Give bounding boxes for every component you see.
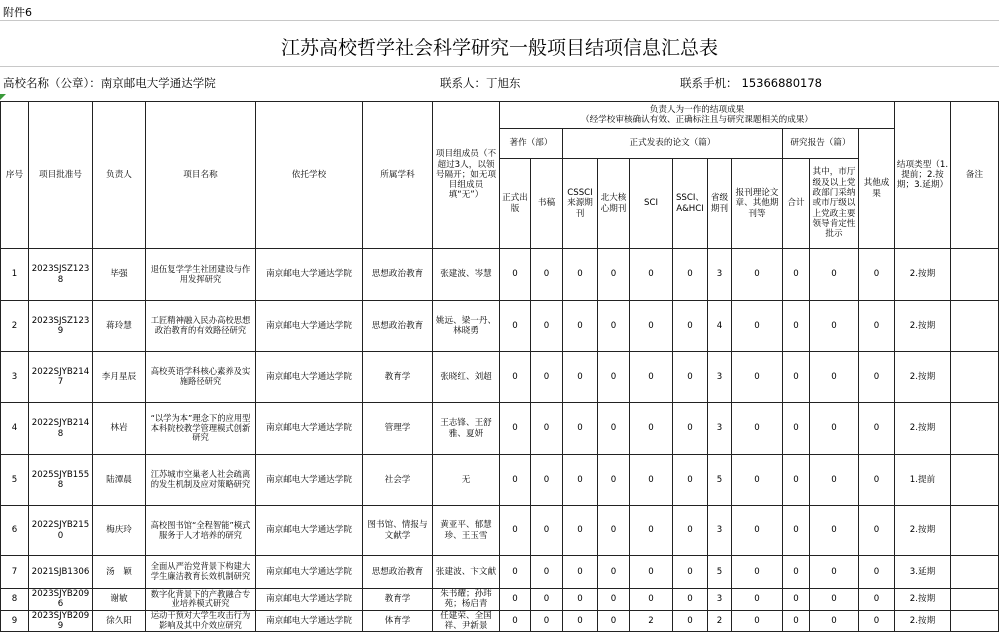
cell-published: 0 xyxy=(500,352,531,403)
header-total: 合计 xyxy=(783,159,810,249)
school-name: 南京邮电大学通达学院 xyxy=(100,76,216,90)
cell-adopted: 0 xyxy=(810,249,859,301)
cell-report-total: 0 xyxy=(783,249,810,301)
cell-project-name: 全面从严治党背景下构建大学生廉洁教育长效机制研究 xyxy=(146,556,256,589)
header-sci: SCI xyxy=(630,159,673,249)
header-manuscript: 书稿 xyxy=(531,159,563,249)
cell-members: 黄亚平、郁慧珍、王玉雪 xyxy=(433,506,500,556)
cell-ssci: 0 xyxy=(673,301,708,352)
header-provincial: 省级期刊 xyxy=(708,159,732,249)
cell-adopted: 0 xyxy=(810,556,859,589)
cell-members: 张建波、卞文献 xyxy=(433,556,500,589)
cell-members: 无 xyxy=(433,455,500,506)
cell-school: 南京邮电大学通达学院 xyxy=(256,352,363,403)
cell-type: 1.提前 xyxy=(895,455,951,506)
cell-members: 张晓红、刘超 xyxy=(433,352,500,403)
cell-manuscript: 0 xyxy=(531,556,563,589)
cell-sci: 0 xyxy=(630,249,673,301)
cell-discipline: 思想政治教育 xyxy=(363,249,433,301)
cell-leader: 梅庆玲 xyxy=(93,506,146,556)
cell-type: 2.按期 xyxy=(895,352,951,403)
cell-type: 2.按期 xyxy=(895,506,951,556)
cell-discipline: 思想政治教育 xyxy=(363,556,433,589)
cell-approval-no: 2022SJYB2147 xyxy=(29,352,93,403)
cell-provincial: 3 xyxy=(708,589,732,611)
cell-adopted: 0 xyxy=(810,403,859,455)
cell-project-name: 高校英语学科核心素养及实施路径研究 xyxy=(146,352,256,403)
cell-newspaper: 0 xyxy=(732,589,783,611)
cell-newspaper: 0 xyxy=(732,556,783,589)
header-discipline: 所属学科 xyxy=(363,102,433,249)
cell-report-total: 0 xyxy=(783,589,810,611)
cell-newspaper: 0 xyxy=(732,610,783,632)
cell-other: 0 xyxy=(859,589,895,611)
cell-sci: 0 xyxy=(630,455,673,506)
cell-seq: 5 xyxy=(1,455,29,506)
cell-published: 0 xyxy=(500,301,531,352)
cell-remark xyxy=(951,506,999,556)
cell-discipline: 图书馆、情报与文献学 xyxy=(363,506,433,556)
cell-remark xyxy=(951,589,999,611)
phone-number: 15366880178 xyxy=(741,76,822,90)
header-ssci: SSCI、A&HCI xyxy=(673,159,708,249)
school-info xyxy=(3,75,216,91)
cell-project-name: 工匠精神融入民办高校思想政治教育的有效路径研究 xyxy=(146,301,256,352)
cell-cssci: 0 xyxy=(563,301,598,352)
cell-published: 0 xyxy=(500,610,531,632)
cell-seq: 8 xyxy=(1,589,29,611)
cell-cssci: 0 xyxy=(563,610,598,632)
contact-name: 丁旭东 xyxy=(486,76,521,90)
cell-leader: 毕强 xyxy=(93,249,146,301)
cell-report-total: 0 xyxy=(783,556,810,589)
cell-newspaper: 0 xyxy=(732,455,783,506)
cell-other: 0 xyxy=(859,556,895,589)
cell-manuscript: 0 xyxy=(531,403,563,455)
cell-ssci: 0 xyxy=(673,556,708,589)
table-row xyxy=(1,589,999,611)
cell-seq: 3 xyxy=(1,352,29,403)
cell-sci: 0 xyxy=(630,403,673,455)
cell-approval-no: 2023SJYB2099 xyxy=(29,610,93,632)
cell-pku: 0 xyxy=(598,506,630,556)
cell-sci: 0 xyxy=(630,352,673,403)
cell-sci: 0 xyxy=(630,589,673,611)
cell-leader: 李月星辰 xyxy=(93,352,146,403)
cell-pku: 0 xyxy=(598,301,630,352)
cell-cssci: 0 xyxy=(563,403,598,455)
cell-published: 0 xyxy=(500,556,531,589)
cell-remark xyxy=(951,455,999,506)
cell-provincial: 3 xyxy=(708,352,732,403)
header-remark: 备注 xyxy=(951,102,999,249)
cell-other: 0 xyxy=(859,506,895,556)
cell-seq: 2 xyxy=(1,301,29,352)
cell-newspaper: 0 xyxy=(732,352,783,403)
cell-sci: 0 xyxy=(630,506,673,556)
header-papers: 正式发表的论文（篇） xyxy=(563,129,783,159)
header-results xyxy=(500,102,895,129)
cell-ssci: 0 xyxy=(673,506,708,556)
header-pku: 北大核心期刊 xyxy=(598,159,630,249)
cell-members: 任建荣、全国祥、尹新景 xyxy=(433,610,500,632)
cell-leader: 徐久阳 xyxy=(93,610,146,632)
cell-provincial: 5 xyxy=(708,556,732,589)
cell-newspaper: 0 xyxy=(732,403,783,455)
cell-project-name: 退伍复学学生社团建设与作用发挥研究 xyxy=(146,249,256,301)
cell-members: 姚远、梁一丹、林晓勇 xyxy=(433,301,500,352)
cell-sci: 0 xyxy=(630,301,673,352)
cell-school: 南京邮电大学通达学院 xyxy=(256,506,363,556)
table-row xyxy=(1,249,999,301)
cell-ssci: 0 xyxy=(673,610,708,632)
table-row xyxy=(1,455,999,506)
cell-project-name: 数字化背景下的产教融合专业培养模式研究 xyxy=(146,589,256,611)
header-school: 依托学校 xyxy=(256,102,363,249)
header-other: 其他成果 xyxy=(859,129,895,249)
cell-other: 0 xyxy=(859,249,895,301)
cell-remark xyxy=(951,556,999,589)
table-row xyxy=(1,556,999,589)
cell-leader: 陆潭晨 xyxy=(93,455,146,506)
cell-marker xyxy=(0,94,6,100)
cell-discipline: 社会学 xyxy=(363,455,433,506)
cell-approval-no: 2022SJYB2148 xyxy=(29,403,93,455)
cell-manuscript: 0 xyxy=(531,589,563,611)
header-adopted: 其中，市厅级及以上党政部门采纳或市厅级以上党政主要领导肯定性批示 xyxy=(810,159,859,249)
cell-members: 朱书耀；孙玮苑；杨启青 xyxy=(433,589,500,611)
cell-provincial: 3 xyxy=(708,249,732,301)
cell-manuscript: 0 xyxy=(531,455,563,506)
table-row xyxy=(1,506,999,556)
cell-remark xyxy=(951,352,999,403)
cell-seq: 4 xyxy=(1,403,29,455)
cell-cssci: 0 xyxy=(563,556,598,589)
cell-other: 0 xyxy=(859,301,895,352)
cell-manuscript: 0 xyxy=(531,610,563,632)
table-row xyxy=(1,352,999,403)
header-cssci: CSSCI来源期刊 xyxy=(563,159,598,249)
header-newspaper: 报刊理论文章、其他期刊等 xyxy=(732,159,783,249)
cell-remark xyxy=(951,403,999,455)
cell-approval-no: 2022SJYB2150 xyxy=(29,506,93,556)
cell-school: 南京邮电大学通达学院 xyxy=(256,403,363,455)
cell-manuscript: 0 xyxy=(531,301,563,352)
cell-ssci: 0 xyxy=(673,455,708,506)
results-note: （经学校审核确认有效、正确标注且与研究课题相关的成果） xyxy=(580,115,814,125)
cell-seq: 6 xyxy=(1,506,29,556)
table-row xyxy=(1,301,999,352)
cell-school: 南京邮电大学通达学院 xyxy=(256,556,363,589)
cell-members: 王志锋、王舒雅、夏妍 xyxy=(433,403,500,455)
cell-ssci: 0 xyxy=(673,352,708,403)
cell-other: 0 xyxy=(859,610,895,632)
cell-remark xyxy=(951,301,999,352)
cell-adopted: 0 xyxy=(810,589,859,611)
cell-provincial: 2 xyxy=(708,610,732,632)
header-project-name: 项目名称 xyxy=(146,102,256,249)
cell-approval-no: 2023SJYB2096 xyxy=(29,589,93,611)
cell-type: 2.按期 xyxy=(895,403,951,455)
cell-sci: 0 xyxy=(630,556,673,589)
cell-pku: 0 xyxy=(598,556,630,589)
cell-adopted: 0 xyxy=(810,301,859,352)
summary-table xyxy=(0,101,999,632)
cell-pku: 0 xyxy=(598,589,630,611)
cell-school: 南京邮电大学通达学院 xyxy=(256,589,363,611)
cell-pku: 0 xyxy=(598,610,630,632)
cell-approval-no: 2025SJYB1558 xyxy=(29,455,93,506)
cell-approval-no: 2023SJSZ1239 xyxy=(29,301,93,352)
header-approval-no: 项目批准号 xyxy=(29,102,93,249)
cell-report-total: 0 xyxy=(783,301,810,352)
cell-type: 3.延期 xyxy=(895,556,951,589)
cell-manuscript: 0 xyxy=(531,249,563,301)
cell-ssci: 0 xyxy=(673,249,708,301)
attachment-label: 附件6 xyxy=(3,6,32,19)
cell-cssci: 0 xyxy=(563,506,598,556)
cell-type: 2.按期 xyxy=(895,301,951,352)
cell-published: 0 xyxy=(500,249,531,301)
cell-discipline: 教育学 xyxy=(363,352,433,403)
table-row xyxy=(1,403,999,455)
cell-leader: 汤 颖 xyxy=(93,556,146,589)
cell-members: 张建波、岑慧 xyxy=(433,249,500,301)
cell-adopted: 0 xyxy=(810,455,859,506)
cell-report-total: 0 xyxy=(783,506,810,556)
cell-school: 南京邮电大学通达学院 xyxy=(256,249,363,301)
cell-ssci: 0 xyxy=(673,589,708,611)
cell-other: 0 xyxy=(859,352,895,403)
cell-project-name: 江苏城市空巢老人社会疏离的发生机制及应对策略研究 xyxy=(146,455,256,506)
cell-sci: 2 xyxy=(630,610,673,632)
cell-seq: 7 xyxy=(1,556,29,589)
school-label: 高校名称（公章）： xyxy=(3,76,101,90)
cell-cssci: 0 xyxy=(563,352,598,403)
cell-type: 2.按期 xyxy=(895,610,951,632)
cell-published: 0 xyxy=(500,589,531,611)
phone-info xyxy=(680,75,822,91)
header-members: 项目组成员（不超过3人，以领号隔开；如无项目组成员填“无”） xyxy=(433,102,500,249)
cell-manuscript: 0 xyxy=(531,506,563,556)
cell-other: 0 xyxy=(859,403,895,455)
cell-report-total: 0 xyxy=(783,352,810,403)
table-body xyxy=(1,249,999,632)
cell-pku: 0 xyxy=(598,403,630,455)
cell-provincial: 5 xyxy=(708,455,732,506)
cell-type: 2.按期 xyxy=(895,589,951,611)
cell-adopted: 0 xyxy=(810,610,859,632)
cell-newspaper: 0 xyxy=(732,506,783,556)
cell-remark xyxy=(951,249,999,301)
cell-ssci: 0 xyxy=(673,403,708,455)
header-published: 正式出版 xyxy=(500,159,531,249)
header-seq: 序号 xyxy=(1,102,29,249)
cell-approval-no: 2021SJB1306 xyxy=(29,556,93,589)
divider xyxy=(0,20,999,21)
cell-published: 0 xyxy=(500,506,531,556)
contact-info xyxy=(440,75,521,91)
header-type: 结项类型（1.提前；2.按期；3.延期） xyxy=(895,102,951,249)
cell-provincial: 3 xyxy=(708,506,732,556)
contact-label: 联系人： xyxy=(440,76,486,90)
cell-school: 南京邮电大学通达学院 xyxy=(256,301,363,352)
cell-school: 南京邮电大学通达学院 xyxy=(256,610,363,632)
cell-provincial: 4 xyxy=(708,301,732,352)
cell-cssci: 0 xyxy=(563,589,598,611)
cell-remark xyxy=(951,610,999,632)
page-title: 江苏高校哲学社会科学研究一般项目结项信息汇总表 xyxy=(280,37,718,59)
cell-discipline: 体育学 xyxy=(363,610,433,632)
cell-project-name: 高校图书馆“全程智能”模式服务于人才培养的研究 xyxy=(146,506,256,556)
cell-leader: 蒋玲慧 xyxy=(93,301,146,352)
cell-published: 0 xyxy=(500,455,531,506)
cell-leader: 谢敏 xyxy=(93,589,146,611)
cell-project-name: “以学为本”理念下的应用型本科院校教学管理模式创新研究 xyxy=(146,403,256,455)
cell-published: 0 xyxy=(500,403,531,455)
cell-discipline: 管理学 xyxy=(363,403,433,455)
cell-cssci: 0 xyxy=(563,455,598,506)
cell-pku: 0 xyxy=(598,352,630,403)
cell-pku: 0 xyxy=(598,455,630,506)
cell-report-total: 0 xyxy=(783,610,810,632)
results-title: 负责人为一作的结项成果 xyxy=(649,104,745,115)
header-leader: 负责人 xyxy=(93,102,146,249)
cell-adopted: 0 xyxy=(810,506,859,556)
header-works: 著作（部） xyxy=(500,129,563,159)
cell-discipline: 思想政治教育 xyxy=(363,301,433,352)
phone-label: 联系手机： xyxy=(680,76,738,90)
cell-other: 0 xyxy=(859,455,895,506)
cell-pku: 0 xyxy=(598,249,630,301)
header-reports: 研究报告（篇） xyxy=(783,129,859,159)
cell-leader: 林岩 xyxy=(93,403,146,455)
cell-report-total: 0 xyxy=(783,455,810,506)
cell-adopted: 0 xyxy=(810,352,859,403)
cell-type: 2.按期 xyxy=(895,249,951,301)
cell-seq: 9 xyxy=(1,610,29,632)
cell-newspaper: 0 xyxy=(732,249,783,301)
divider xyxy=(0,66,999,67)
cell-report-total: 0 xyxy=(783,403,810,455)
cell-approval-no: 2023SJSZ1238 xyxy=(29,249,93,301)
table-row xyxy=(1,610,999,632)
cell-discipline: 教育学 xyxy=(363,589,433,611)
cell-provincial: 3 xyxy=(708,403,732,455)
cell-seq: 1 xyxy=(1,249,29,301)
cell-newspaper: 0 xyxy=(732,301,783,352)
cell-school: 南京邮电大学通达学院 xyxy=(256,455,363,506)
cell-manuscript: 0 xyxy=(531,352,563,403)
cell-cssci: 0 xyxy=(563,249,598,301)
cell-project-name: 运动干预对大学生攻击行为影响及其中介效应研究 xyxy=(146,610,256,632)
